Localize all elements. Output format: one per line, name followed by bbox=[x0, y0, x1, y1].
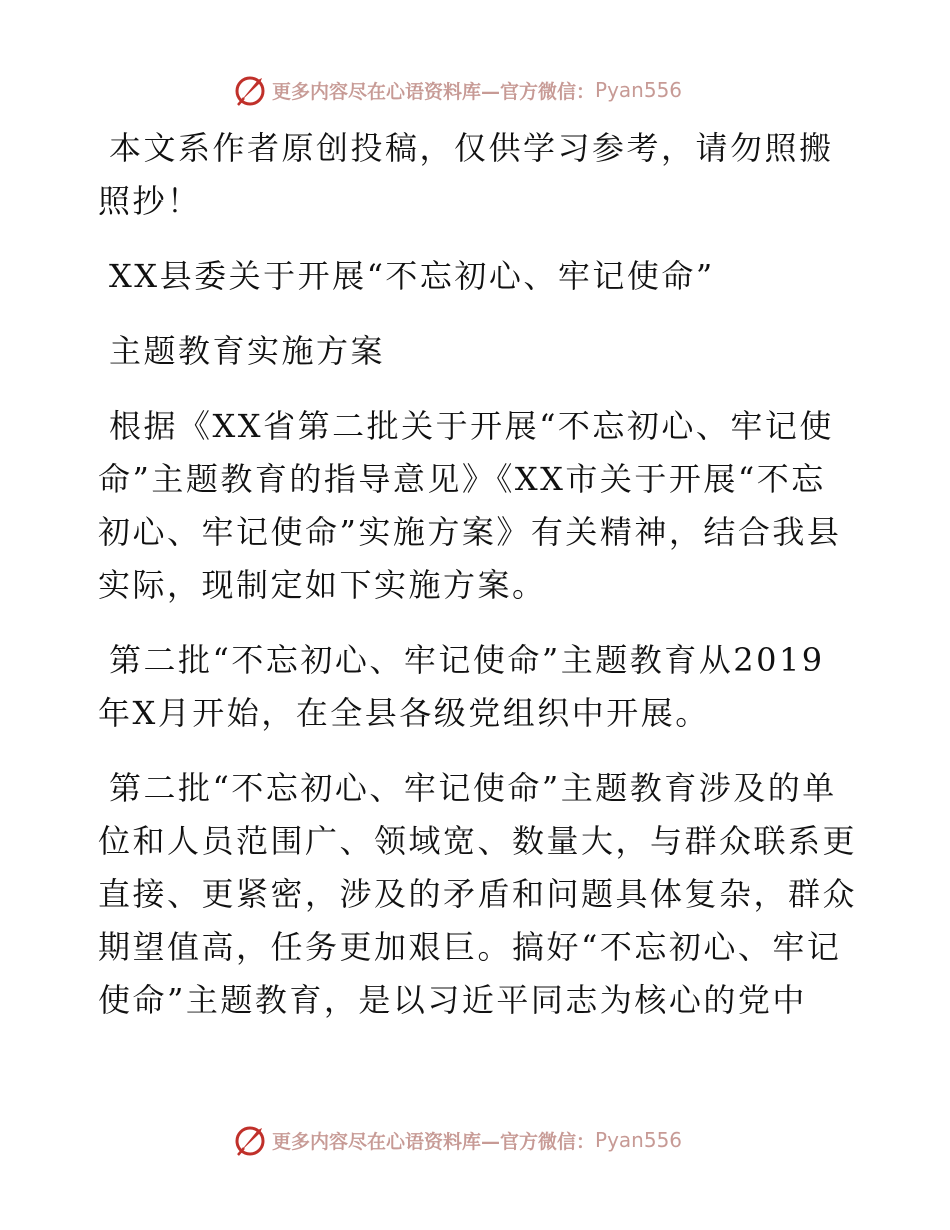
header-banner-handle: Pyan556 bbox=[595, 78, 683, 102]
header-banner-tagline: 更多内容尽在心语资料库—官方微信： bbox=[272, 80, 596, 103]
quill-logo-icon bbox=[232, 1122, 268, 1158]
paragraph-timeline: 第二批“不忘初心、牢记使命”主题教育从2019年X月开始，在全县各级党组织中开展。 bbox=[98, 641, 825, 732]
footer-banner-tagline: 更多内容尽在心语资料库—官方微信： bbox=[272, 1130, 596, 1153]
paragraph-intro: 根据《XX省第二批关于开展“不忘初心、牢记使命”主题教育的指导意见》《XX市关于开展“不忘初心、牢记使命”实施方案》有关精神，结合我县实际，现制定如下实施方案。 bbox=[98, 407, 842, 604]
paragraph-disclaimer: 本文系作者原创投稿，仅供学习参考，请勿照搬照抄！ bbox=[98, 129, 834, 220]
paragraph-scope: 第二批“不忘初心、牢记使命”主题教育涉及的单位和人员范围广、领域宽、数量大，与群众联系更直接、更紧密，涉及的矛盾和问题具体复杂，群众期望值高，任务更加艰巨。搞好“不忘初心、牢记使命”主题教育，是以习近平同志为核心的党中 bbox=[98, 769, 858, 1019]
header-banner bbox=[232, 70, 752, 110]
footer-banner-handle: Pyan556 bbox=[595, 1128, 683, 1152]
footer-banner bbox=[232, 1120, 752, 1160]
document-title-line-2: 主题教育实施方案 bbox=[109, 332, 386, 370]
document-title-line-1: XX县委关于开展“不忘初心、牢记使命” bbox=[109, 257, 715, 295]
document-body bbox=[98, 122, 858, 1027]
quill-logo-icon bbox=[232, 72, 268, 108]
